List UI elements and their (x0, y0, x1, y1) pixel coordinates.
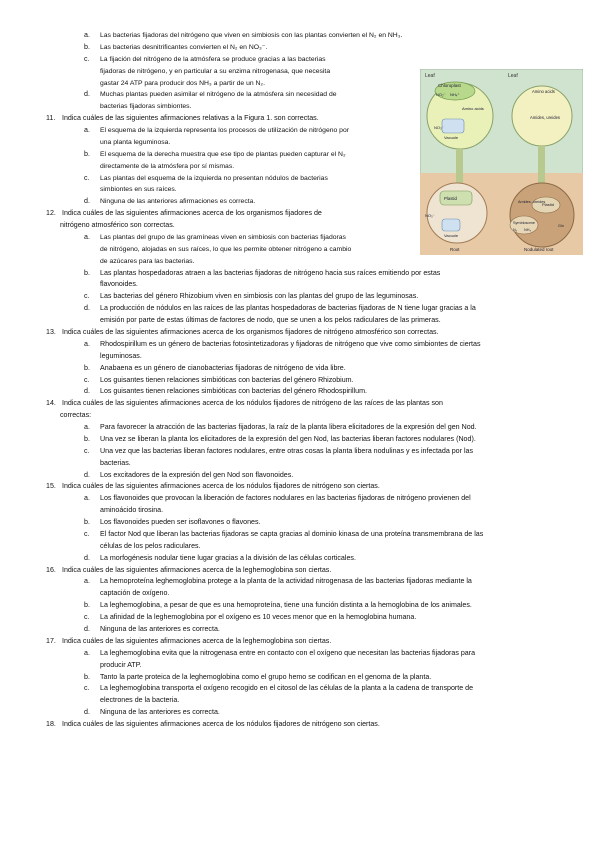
option-label: a. (84, 126, 90, 135)
option-text: Una vez que las bacterias liberan factores nodulares, entre otras cosas la planta libera nodulinas y es infectada por las (100, 446, 474, 455)
question-12 (46, 209, 322, 218)
option-text: aminoácido tirosina. (100, 506, 164, 515)
option-label: d. (84, 304, 90, 313)
option-label: b. (84, 42, 90, 51)
option-text: gastar 24 ATP para producir dos NH₃ a partir de un N₂. (100, 79, 265, 87)
option-text: Las plantas hospedadoras atraen a las bacterias fijadoras de nitrógeno hacia sus raíces emitiendo por estas (100, 268, 441, 277)
option-text: La morfogénesis nodular tiene lugar gracias a la división de las células corticales. (100, 553, 356, 562)
option-text: Para favorecer la atracción de las bacterias fijadoras, la raíz de la planta libera elicitadores de la expresión del gen Nod. (100, 423, 477, 432)
question-text-continued: correctas: (60, 411, 92, 420)
option-label: b. (84, 672, 90, 681)
root-vacuole-label: Vacuole (444, 233, 459, 238)
root-no3-label: NO₃⁻ (425, 213, 435, 218)
chloroplast-label: Chloroplast (438, 83, 461, 88)
option-text: Rhodospirillum es un género de bacterias fotosintetizadoras y fijadoras de nitrógeno que vive como simbiontes de ciertas (100, 339, 481, 348)
option-text: captación de oxígeno. (100, 589, 170, 598)
option-label: d. (84, 553, 90, 562)
option-text: bacterias. (100, 458, 131, 467)
question-text: Indica cuáles de las siguientes afirmaciones relativas a la Figura 1. son correctas. (62, 114, 319, 123)
option-text: Las plantas del esquema de la izquierda no presentan nódulos de bacterias (100, 174, 328, 182)
gln-label: Gln (558, 224, 564, 228)
question-number: 15. (46, 482, 56, 491)
option-text: Anabaena es un género de cianobacterias fijadoras de nitrógeno de vida libre. (100, 363, 346, 372)
option-label: b. (84, 149, 90, 158)
leaf-vacuole-label: Vacuole (444, 135, 459, 140)
option-label: c. (84, 529, 90, 538)
option-label: b. (84, 434, 90, 443)
question-18 (46, 720, 380, 729)
option-text: La hemoproteína leghemoglobina protege a la planta de la actividad nitrogenasa de las bacterias fijadoras mediante la (100, 577, 472, 586)
root-label: Root (450, 247, 460, 252)
option-text: directamente de la atmósfera por sí mismas. (100, 162, 235, 170)
option-text: electrones de la bacteria. (100, 696, 180, 705)
option-text: La fijación del nitrógeno de la atmósfera se produce gracias a las bacterias (100, 55, 326, 63)
option-label: d. (84, 387, 90, 396)
option-label: b. (84, 268, 90, 277)
option-text: producir ATP. (100, 660, 142, 669)
leaf-amino-label: Amino acids (462, 106, 484, 111)
option-label: d. (84, 708, 90, 717)
option-label: d. (84, 90, 90, 99)
option-text: El factor Nod que liberan las bacterias fijadoras se capta gracias al dominio kinasa de una proteína transmembrana de las (100, 529, 484, 538)
option-text: Los flavonoides pueden ser isoflavones o flavones. (100, 518, 261, 527)
option-text: Las bacterias del género Rhizobium viven en simbiosis con las plantas del grupo de las leguminosas. (100, 292, 419, 301)
option-text: células de los pelos radiculares. (100, 541, 201, 550)
question-text: Indica cuáles de las siguientes afirmaciones acerca de los nódulos fijadores de nitrógeno de las raíces de las plantas son (62, 399, 443, 408)
question-11 (46, 114, 319, 123)
nodule-nh3-label: NH₃ (524, 228, 532, 232)
nodule-n2-label: N₂ (513, 228, 518, 232)
question-text: Indica cuáles de las siguientes afirmaciones acerca de los nódulos fijadores de nitrógeno son ciertas. (62, 720, 380, 729)
option-label: a. (84, 339, 90, 348)
option-text: La producción de nódulos en las raíces de las plantas hospedadoras de bacterias fijadoras de N tiene lugar gracias a la (100, 304, 476, 313)
option-text: emisión por parte de estas últimas de factores de nodo, que se unen a los pelos radiculares de las primeras. (100, 316, 441, 325)
question-13 (46, 328, 439, 337)
option-text: una planta leguminosa. (100, 138, 171, 146)
option-text: fijadoras de nitrógeno, y en particular a su enzima nitrogenasa, que necesita (100, 67, 331, 75)
option-text: Los guisantes tienen relaciones simbióticas con bacterias del género Rhizobium. (100, 375, 354, 384)
question-number: 13. (46, 328, 56, 336)
question-number: 11. (46, 114, 56, 123)
option-text: La afinidad de la leghemoglobina por el oxígeno es 10 veces menor que en la hemoglobina humana. (100, 613, 417, 622)
option-text: Las plantas del grupo de las gramíneas viven en simbiosis con bacterias fijadoras (100, 233, 346, 241)
option-label: d. (84, 470, 90, 479)
option-text: La leghemoglobina, a pesar de que es una hemoproteína, tiene una función distinta a la hemoglobina de los animales. (100, 601, 472, 610)
option-label: a. (84, 232, 90, 241)
option-label: d. (84, 625, 90, 633)
amides-label-right: Amides, ureides (530, 115, 561, 120)
leaf-no2-label: NO₂⁻ (436, 92, 446, 97)
question-number: 17. (46, 636, 56, 645)
option-label: a. (84, 494, 90, 503)
option-text: Los guisantes tienen relaciones simbióticas con bacterias del género Rhodospirillum. (100, 387, 367, 396)
option-text: Los flavonoides que provocan la liberación de factores nodulares en las bacterias fijadoras de nitrógeno provienen del (100, 494, 471, 503)
option-text: de azúcares para las bacterias. (100, 257, 195, 265)
leaf-nh4-label: NH₄⁺ (450, 92, 460, 97)
option-label: c. (84, 375, 90, 384)
option-text: simbiontes en sus raíces. (100, 186, 177, 194)
question-text: Indica cuáles de las siguientes afirmaciones acerca de la leghemoglobina son ciertas. (62, 565, 332, 574)
option-text: La leghemoglobina transporta el oxígeno recogido en el citosol de las células de la planta a la cadena de transporte de (100, 684, 474, 693)
option-label: c. (84, 54, 90, 63)
symbiosome-label: Symbiosome (513, 221, 535, 225)
option-text: Una vez se liberan la planta los elicitadores de la expresión del gen Nod, las bacterias liberan factores nodulares (Nod). (100, 434, 476, 443)
option-text: flavonoides. (100, 280, 138, 289)
option-text: Las bacterias desnitrificantes convierten el N₂ en NO₃⁻. (100, 43, 268, 51)
option-label: b. (84, 518, 90, 527)
leaf-left-label: Leaf (425, 73, 435, 79)
option-text: Muchas plantas pueden asimilar el nitrógeno de la atmósfera sin necesidad de (100, 91, 337, 99)
option-text: Ninguna de las anteriores es correcta. (100, 625, 220, 633)
option-label: c. (84, 613, 90, 622)
option-label: c. (84, 173, 90, 182)
option-text: Ninguna de las anteriores es correcta. (100, 708, 220, 717)
option-label: a. (84, 423, 90, 432)
option-label: b. (84, 363, 90, 372)
nodulated-root-label: Nodulated root (524, 247, 554, 252)
option-text: El esquema de la izquierda representa los procesos de utilización de nitrógeno por (100, 127, 349, 135)
option-text: Tanto la parte proteica de la leghemoglobina como el grupo hemo se codifican en el genoma de la planta. (100, 672, 432, 681)
option-label: a. (84, 31, 90, 39)
question-15 (46, 482, 380, 491)
question-16 (46, 566, 331, 575)
option-label: c. (84, 446, 90, 455)
option-label: d. (84, 197, 90, 206)
amino-acids-label-right: Amino acids (532, 89, 555, 94)
question-text: Indica cuáles de las siguientes afirmaciones acerca de los organismos fijadores de (62, 209, 322, 218)
option-text: El esquema de la derecha muestra que ese tipo de plantas pueden capturar el N₂ (100, 150, 346, 158)
option-text: Las bacterias fijadoras del nitrógeno que viven en simbiosis con las plantas convierten el N₂ en NH₃. (100, 32, 403, 39)
question-text: Indica cuáles de las siguientes afirmaciones acerca de los organismos fijadores de nitrógeno atmosférico son correctas. (62, 328, 439, 336)
option-label: a. (84, 577, 90, 586)
option-label: a. (84, 648, 90, 657)
question-17 (46, 637, 331, 646)
leaf-no3-label: NO₃⁻ (434, 125, 444, 130)
nodule-plastid-label: Plastid (542, 202, 555, 207)
question-number: 14. (46, 399, 56, 408)
option-label: b. (84, 601, 90, 610)
question-text: Indica cuáles de las siguientes afirmaciones acerca de los nódulos fijadores de nitrógeno son ciertas. (62, 482, 380, 491)
leaf-right-label: Leaf (508, 73, 518, 79)
question-text-continued: nitrógeno atmosférico son correctas. (60, 221, 175, 230)
question-number: 12. (46, 209, 56, 218)
question-text: Indica cuáles de las siguientes afirmaciones acerca de la leghemoglobina son ciertas. (62, 636, 332, 645)
option-text: Los excitadores de la expresión del gen Nod son flavonoides. (100, 470, 294, 479)
option-label: c. (84, 684, 90, 693)
option-text: La leghemoglobina evita que la nitrogenasa entre en contacto con el oxígeno que necesitan las bacterias fijadoras para (100, 648, 476, 657)
option-text: Ninguna de las anteriores afirmaciones es correcta. (100, 198, 256, 206)
figure-1-nitrogen-diagram (420, 69, 583, 255)
question-14 (46, 399, 443, 408)
option-text: leguminosas. (100, 351, 142, 360)
question-number: 16. (46, 565, 56, 574)
option-text: bacterias fijadoras simbiontes. (100, 103, 192, 111)
question-number: 18. (46, 720, 56, 729)
option-label: c. (84, 292, 90, 301)
nodule-amides-label: Amides, ureides (518, 200, 546, 204)
option-text: de nitrógeno, alojadas en sus raíces, lo que les permite obtener nitrógeno a cambio (100, 245, 352, 253)
plastid-label: Plastid (444, 196, 457, 201)
